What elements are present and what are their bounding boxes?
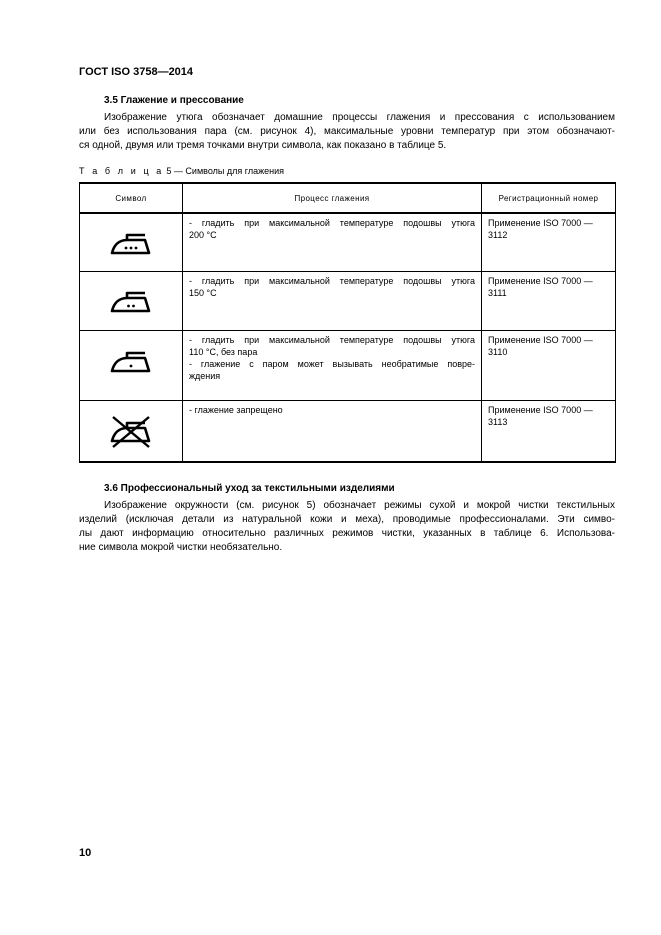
- table-row: [80, 400, 616, 462]
- process-line: 150 °C: [189, 287, 217, 298]
- process-line: ждения: [189, 370, 221, 381]
- iron-two-dots-icon: [105, 283, 157, 323]
- table-row: [80, 271, 616, 330]
- process-line: - глажение с паром может вызывать необратимые повре-: [189, 358, 475, 369]
- table-header-row: [80, 183, 616, 213]
- paragraph-line: Изображение утюга обозначает домашние процессы глажения и прессования с использованием: [104, 112, 615, 123]
- table-row: [80, 330, 616, 400]
- paragraph-line: или без использования пара (см. рисунок 4), максимальные уровни температур при этом обозначают-: [79, 126, 615, 137]
- ironing-symbols-table: [79, 182, 616, 463]
- registration-line: Применение ISO 7000 —: [488, 218, 593, 228]
- section-3-5-paragraph: [79, 111, 615, 153]
- table-row: [80, 213, 616, 271]
- section-heading-3-5: 3.5 Глажение и прессование: [104, 95, 244, 106]
- section-heading-3-6: 3.6 Профессиональный уход за текстильными изделиями: [104, 483, 395, 494]
- paragraph-line: ся одной, двумя или тремя точками внутри символа, как показано в таблице 5.: [79, 140, 447, 151]
- registration-cell: [482, 271, 616, 330]
- process-line: 110 °C, без пара: [189, 346, 258, 357]
- registration-cell: [482, 330, 616, 400]
- page-number: 10: [79, 847, 92, 859]
- registration-line: Применение ISO 7000 —: [488, 275, 593, 286]
- iron-one-dot-icon: [105, 343, 157, 383]
- registration-line: 3113: [488, 416, 508, 427]
- process-cell: [183, 271, 482, 330]
- paragraph-line: Изображение окружности (см. рисунок 5) обозначает режимы сухой и мокрой чистки текстильных: [104, 500, 615, 511]
- iron-three-dots-icon: [105, 225, 157, 265]
- document-id: ГОСТ ISO 3758—2014: [79, 66, 194, 78]
- column-header-process: Процесс глажения: [183, 183, 482, 213]
- symbol-cell: [80, 271, 183, 330]
- process-line: - гладить при максимальной температуре подошвы утюга: [189, 218, 475, 228]
- column-header-symbol: Символ: [80, 183, 183, 213]
- iron-crossed-icon: [105, 409, 157, 451]
- section-3-6-paragraph: [79, 499, 615, 555]
- process-cell: [183, 330, 482, 400]
- registration-line: Применение ISO 7000 —: [488, 404, 593, 415]
- process-line: - гладить при максимальной температуре подошвы утюга: [189, 334, 475, 345]
- process-line: - гладить при максимальной температуре подошвы утюга: [189, 275, 475, 286]
- table-caption-title: 5 — Символы для глажения: [166, 166, 284, 176]
- registration-cell: [482, 400, 616, 462]
- process-line: - глажение запрещено: [189, 404, 283, 415]
- registration-line: 3112: [488, 230, 508, 240]
- table-caption-prefix: Т а б л и ц а: [79, 166, 164, 176]
- paragraph-line: ние символа мокрой чистки необязательно.: [79, 542, 283, 553]
- symbol-cell: [80, 330, 183, 400]
- symbol-cell: [80, 400, 183, 462]
- registration-cell: [482, 213, 616, 271]
- symbol-cell: [80, 213, 183, 271]
- registration-line: Применение ISO 7000 —: [488, 334, 593, 345]
- paragraph-line: изделий (исключая детали из натуральной кожи и меха), проводимые профессионалами. Эти симво-: [79, 514, 615, 525]
- registration-line: 3110: [488, 346, 508, 357]
- process-cell: [183, 213, 482, 271]
- registration-line: 3111: [488, 287, 507, 298]
- column-header-registration: Регистрационный номер: [482, 183, 616, 213]
- paragraph-line: лы дают информацию относительно различных режимов чистки, указанных в таблице 6. Использова-: [79, 528, 615, 539]
- table-caption: [79, 166, 284, 176]
- process-cell: [183, 400, 482, 462]
- process-line: 200 °C: [189, 230, 217, 240]
